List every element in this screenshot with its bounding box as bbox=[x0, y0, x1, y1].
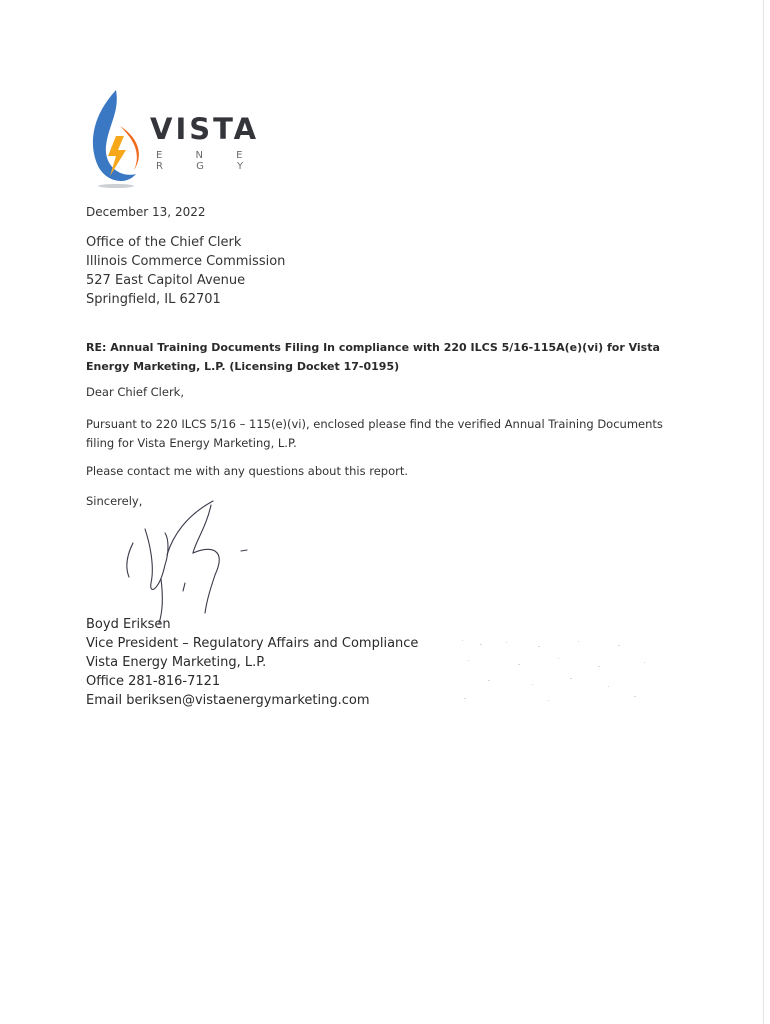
scan-artifact bbox=[458, 636, 658, 706]
flame-bolt-icon bbox=[86, 86, 148, 191]
signer-phone: Office 281-816-7121 bbox=[86, 674, 221, 689]
page-edge bbox=[763, 0, 764, 1024]
subject-line: RE: Annual Training Documents Filing In compliance with 220 ILCS 5/16-115A(e)(vi) for Vista Energy Marketing, L.P. (Licensing Docket 17-0195) bbox=[86, 341, 660, 373]
handwritten-signature bbox=[115, 495, 255, 625]
logo-wordmark: VISTA bbox=[150, 112, 260, 146]
recipient-address bbox=[86, 233, 285, 309]
logo-tagline: E N E R G Y bbox=[156, 150, 259, 172]
letter-date: December 13, 2022 bbox=[86, 205, 206, 219]
body-paragraph: Pursuant to 220 ILCS 5/16 – 115(e)(vi), enclosed please find the verified Annual Training Documents filing for Vista Energy Marketing, L.P. bbox=[86, 417, 663, 450]
signer-name: Boyd Eriksen bbox=[86, 617, 171, 632]
signer-email: Email beriksen@vistaenergymarketing.com bbox=[86, 693, 370, 708]
recipient-line: Office of the Chief Clerk bbox=[86, 235, 242, 250]
signer-company: Vista Energy Marketing, L.P. bbox=[86, 655, 267, 670]
vista-energy-logo bbox=[86, 86, 286, 196]
recipient-line: Illinois Commerce Commission bbox=[86, 254, 286, 269]
recipient-line: Springfield, IL 62701 bbox=[86, 292, 221, 307]
contact-paragraph: Please contact me with any questions about this report. bbox=[86, 464, 409, 478]
recipient-line: 527 East Capitol Avenue bbox=[86, 273, 246, 288]
closing: Sincerely, bbox=[86, 494, 143, 508]
signer-block bbox=[86, 615, 418, 710]
salutation: Dear Chief Clerk, bbox=[86, 385, 184, 399]
signer-title: Vice President – Regulatory Affairs and Compliance bbox=[86, 636, 419, 651]
